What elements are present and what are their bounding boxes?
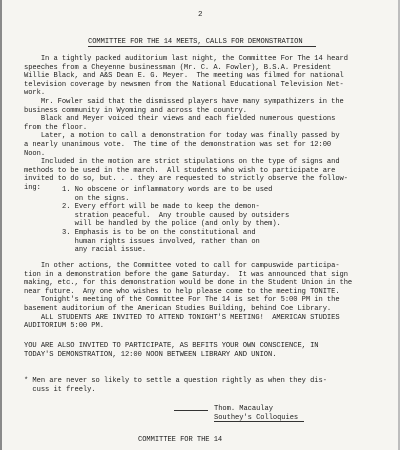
page-number: 2 [198, 11, 203, 19]
title-underline [88, 46, 316, 47]
signature-dash [174, 410, 208, 411]
quotation: * Men are never so likely to settle a question rightly as when they dis- cuss it freely. [24, 377, 327, 394]
source-underline [214, 421, 304, 422]
body-paragraph-meeting: In a tightly packed auditorium last night, the Committee For The 14 heard speeches from a Cheyenne businessman (Mr. C. A. Fowler), B.S.A. President Willie Black, and A&S Dean E. G. Meyer. The meeting was filmed for national television coverage by newsmen from the National Educational Television Net- work. Mr. Fowler said that the dismissed players have many sympathizers in the business community in Wyoming and across the country. Black and Meyer voiced their views and each fielded numerous questions from the floor. Later, a motion to call a demonstration for today was finally passed by a nearly unanimous vote. The time of the demonstration was set for 12:00 Noon. Included in the motion are strict stipulations on the type of signs and methods to be used in the march. All students who wish to participate are invited to do so, but. . . they are requested to strictly observe the follow- ing: [24, 55, 348, 192]
body-paragraph-other-actions: In other actions, the Committee voted to call for campuswide participa- tion in a demonstration before the game Saturday. It was announced that sign making, etc., for this demonstration would be done in the Student Union in the near future. Any one who wishes to help please come to the meeting TONITE. Tonight's meeting of the Committee For The 14 is set for 5:00 PM in the basement auditorium of the American Studies Building, behind Coe Library. ALL STUDENTS ARE INVITED TO ATTEND TONIGHT'S MEETING! AMERICAN STUDIES AUDITORIUM 5:00 PM. [24, 262, 353, 331]
stipulations-list: 1. No obscene or inflammatory words are to be used on the signs. 2. Every effort will be made to keep the demon- stration peaceful. Any trouble caused by outsiders will be handled by the police (and only by them). 3. Emphasis is to be on the constitutional and human rights issues involved, rather than on any racial issue. [62, 186, 290, 255]
body-paragraph-invitation: YOU ARE ALSO INVITED TO PARTICIPATE, AS BEFITS YOUR OWN CONSCIENCE, IN TODAY'S DEMONSTRATION, 12:00 NOON BETWEEN LIBRARY AND UNION. [24, 342, 319, 359]
quote-author: Thom. Macaulay [214, 405, 273, 413]
quote-source: Southey's Colloquies [214, 414, 299, 422]
page-title: COMMITTEE FOR THE 14 MEETS, CALLS FOR DEMONSTRATION [88, 38, 303, 46]
footer-signoff: COMMITTEE FOR THE 14 [138, 436, 223, 444]
